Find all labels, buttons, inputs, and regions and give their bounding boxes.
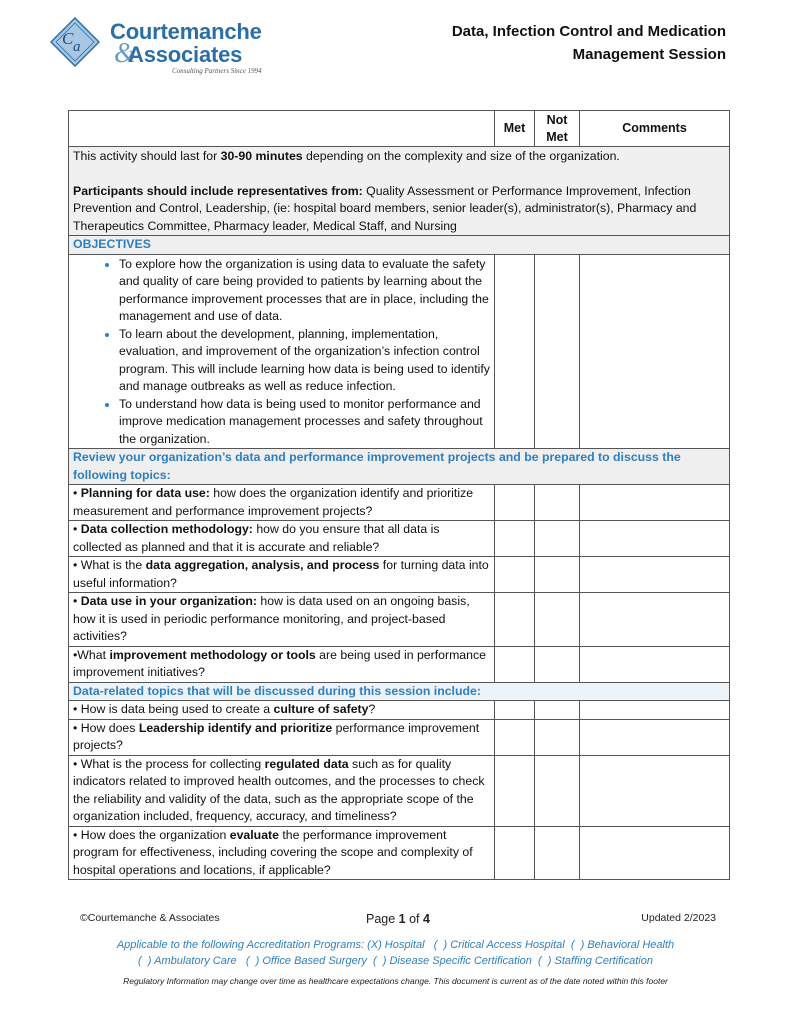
logo-name-line1: Courtemanche (110, 19, 262, 44)
table-row (69, 557, 730, 593)
footer-page-number: Page 1 of 4 (366, 912, 430, 926)
review-item: • What is the data aggregation, analysis, and process for turning data into useful information? (69, 557, 495, 593)
intro-participants-text: Quality Assessment or Performance Improvement, Infection Prevention and Control, Leadership, (ie: hospital board members, senior leader(s), administrator(s), Pharmacy and Therapeutics Committee, Pharmacy leader, Medical Staff, and Nursing (73, 183, 697, 233)
company-logo (50, 17, 290, 79)
intro-cell (69, 147, 730, 236)
page-title-line1: Data, Infection Control and Medication (451, 23, 726, 40)
comments-cell[interactable] (580, 719, 730, 755)
review-item: • Data use in your organization: how is data used on an ongoing basis, how it is used in periodic performance monitoring, and project-based activities? (69, 593, 495, 647)
intro-participants (73, 183, 725, 236)
logo-name-line2: Associates (128, 42, 243, 67)
header-met: Met (495, 111, 535, 147)
page-title (452, 20, 726, 66)
logo-tagline: Consulting Partners Since 1994 (172, 67, 262, 75)
objectives-row (69, 254, 730, 449)
review-heading: Review your organization’s data and performance improvement projects and be prepared to discuss the following topics: (69, 449, 730, 485)
comments-cell[interactable] (580, 755, 730, 826)
table-row (69, 755, 730, 826)
met-cell[interactable] (495, 755, 535, 826)
met-cell[interactable] (495, 719, 535, 755)
page-title-line2: Management Session (572, 46, 726, 63)
objectives-heading: OBJECTIVES (69, 236, 730, 255)
comments-cell[interactable] (580, 557, 730, 593)
intro-duration-pre: This activity should last for (73, 149, 221, 163)
comments-cell[interactable] (580, 646, 730, 682)
table-row (69, 646, 730, 682)
topics-heading-row (69, 682, 730, 701)
not-met-cell[interactable] (535, 593, 580, 647)
svg-text:C: C (62, 29, 74, 48)
table-row (69, 521, 730, 557)
objectives-cell (69, 254, 495, 449)
table-row (69, 826, 730, 880)
session-checklist-table (68, 110, 730, 880)
logo-monogram-icon (50, 17, 100, 67)
review-item: • Data collection methodology: how do you ensure that all data is collected as planned and that it is accurate and reliable? (69, 521, 495, 557)
intro-participants-bold: Participants should include representatives from: (73, 183, 363, 198)
table-header-row (69, 111, 730, 147)
met-cell[interactable] (495, 593, 535, 647)
not-met-cell[interactable] (535, 254, 580, 449)
table-row (69, 593, 730, 647)
not-met-cell[interactable] (535, 485, 580, 521)
objective-item: • To understand how data is being used to monitor performance and improve medication management processes and safety throughout the organization. (119, 396, 490, 449)
table-row (69, 719, 730, 755)
comments-cell[interactable] (580, 826, 730, 880)
met-cell[interactable] (495, 254, 535, 449)
met-cell[interactable] (495, 701, 535, 720)
review-item: •What improvement methodology or tools are being used in performance improvement initiatives? (69, 646, 495, 682)
review-item: • Planning for data use: how does the organization identify and prioritize measurement and performance improvement projects? (69, 485, 495, 521)
footer-copyright: ©Courtemanche & Associates (80, 912, 220, 924)
footer-programs (0, 937, 791, 969)
table-row (69, 485, 730, 521)
footer-regulatory-note: Regulatory Information may change over time as healthcare expectations change. This document is current as of the date noted within this footer (123, 976, 668, 986)
objective-item: • To explore how the organization is using data to evaluate the safety and quality of care being provided to patients by learning about the performance improvement processes that are in place, including the management and use of data. (119, 256, 490, 326)
not-met-cell[interactable] (535, 521, 580, 557)
not-met-cell[interactable] (535, 755, 580, 826)
header-comments: Comments (580, 111, 730, 147)
footer-updated: Updated 2/2023 (641, 912, 716, 924)
objectives-heading-row (69, 236, 730, 255)
table-row (69, 701, 730, 720)
intro-duration (73, 148, 725, 166)
intro-duration-bold: 30-90 minutes (220, 149, 303, 163)
objectives-list (73, 256, 490, 449)
footer-programs-line2: ( ) Ambulatory Care ( ) Office Based Surgery ( ) Disease Specific Certification ( ) Staffing Certification (138, 955, 653, 967)
intro-duration-post: depending on the complexity and size of the organization. (302, 149, 620, 163)
not-met-cell[interactable] (535, 646, 580, 682)
topic-item: • How is data being used to create a culture of safety? (69, 701, 495, 720)
comments-cell[interactable] (580, 254, 730, 449)
comments-cell[interactable] (580, 593, 730, 647)
header-not-met: Not Met (535, 111, 580, 147)
met-cell[interactable] (495, 521, 535, 557)
not-met-cell[interactable] (535, 826, 580, 880)
topic-item: • What is the process for collecting regulated data such as for quality indicators related to improved health outcomes, and the processes to check the reliability and validity of the data, such as the appropriate scope of the organization included, frequency, accuracy, and timeliness? (69, 755, 495, 826)
logo-ampersand: & (114, 38, 136, 69)
objective-item: • To learn about the development, planning, implementation, evaluation, and improvement of the organization’s infection control program. This will include learning how data is being used to identify and manage outbreaks as well as reduce infection. (119, 326, 490, 396)
met-cell[interactable] (495, 826, 535, 880)
intro-row (69, 147, 730, 236)
header-blank-cell (69, 111, 495, 147)
footer-programs-line1: Applicable to the following Accreditation Programs: (X) Hospital ( ) Critical Access Hospital ( ) Behavioral Health (116, 939, 675, 951)
not-met-cell[interactable] (535, 557, 580, 593)
topic-item: • How does Leadership identify and prioritize performance improvement projects? (69, 719, 495, 755)
comments-cell[interactable] (580, 521, 730, 557)
comments-cell[interactable] (580, 485, 730, 521)
not-met-cell[interactable] (535, 701, 580, 720)
met-cell[interactable] (495, 557, 535, 593)
met-cell[interactable] (495, 646, 535, 682)
svg-text:a: a (73, 39, 81, 55)
not-met-cell[interactable] (535, 719, 580, 755)
review-heading-row (69, 449, 730, 485)
topics-heading: Data-related topics that will be discussed during this session include: (69, 682, 730, 701)
met-cell[interactable] (495, 485, 535, 521)
topic-item: • How does the organization evaluate the performance improvement program for effectiveness, including covering the scope and complexity of hospital operations and locations, if applicable? (69, 826, 495, 880)
comments-cell[interactable] (580, 701, 730, 720)
